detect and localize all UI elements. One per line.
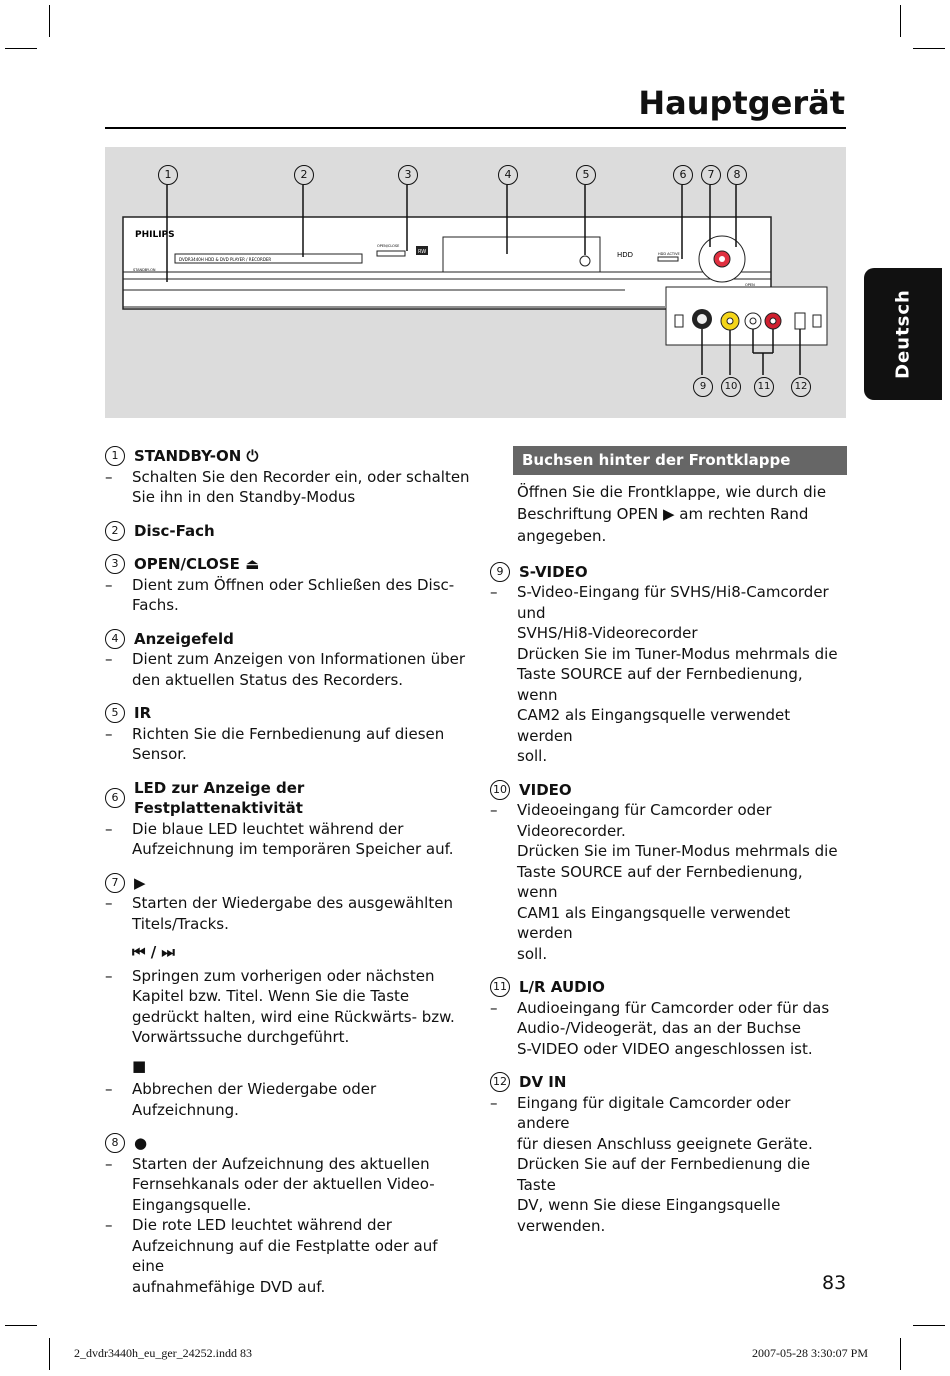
description-text: S-Video-Eingang für SVHS/Hi8-Camcorder und <box>517 583 829 622</box>
connector-heading <box>496 562 847 583</box>
dash-bullet: – <box>490 583 498 601</box>
description-line <box>105 819 472 840</box>
description-text: für diesen Anschluss geeignete Geräte. <box>517 1134 813 1153</box>
feature-symbol-icon: ▶ <box>134 873 146 892</box>
description-line <box>132 487 472 508</box>
description-text: gedrückt halten, wird eine Rückwärts- bzw. <box>132 1007 455 1026</box>
dash-bullet: – <box>105 575 113 594</box>
dash-bullet: – <box>105 819 113 838</box>
record-icon: ● <box>134 1134 148 1152</box>
feature-heading <box>111 554 472 575</box>
callout-number: 12 <box>791 377 811 397</box>
description-text: Audioeingang für Camcorder oder für das <box>517 998 830 1017</box>
description-text: Springen zum vorherigen oder nächsten <box>132 966 435 985</box>
feature-title <box>134 703 151 724</box>
description-text: Dient zum Anzeigen von Informationen über <box>132 650 466 668</box>
description-text: Drücken Sie im Tuner-Modus mehrmals die <box>517 644 838 663</box>
audio-r-jack-inner <box>770 318 776 324</box>
description-line <box>490 1093 847 1134</box>
intro-line: angegeben. <box>517 526 607 545</box>
svideo-jack-inner <box>697 314 707 324</box>
description-line <box>105 649 472 670</box>
dash-bullet: – <box>105 1154 113 1173</box>
feature-title-text: Anzeigefeld <box>134 629 234 648</box>
feature-title <box>134 554 259 575</box>
description-text: soll. <box>517 944 548 963</box>
dash-bullet: – <box>105 966 113 985</box>
description-line <box>517 1134 847 1155</box>
connector-title: DV IN <box>519 1073 567 1091</box>
ir-sensor <box>580 256 590 266</box>
description-line <box>105 467 472 488</box>
dash-bullet: – <box>105 894 113 912</box>
feature-title <box>134 629 234 650</box>
callout-number: 8 <box>727 165 747 185</box>
description-line <box>517 623 847 644</box>
feature-title <box>134 521 215 542</box>
flap-tab <box>675 315 683 327</box>
description-line <box>132 1236 472 1277</box>
section-header: Buchsen hinter der Frontklappe <box>513 446 847 475</box>
intro-paragraph <box>517 481 847 547</box>
description-text: DV, wenn Sie diese Eingangsquelle verwenden. <box>517 1196 781 1235</box>
feature-title-text: Disc-Fach <box>134 521 215 540</box>
feature-item <box>105 554 472 616</box>
description-text: Richten Sie die Fernbedienung auf diesen Sensor. <box>132 724 445 763</box>
connector-item <box>490 780 847 965</box>
description-text: Dient zum Öffnen oder Schließen des Disc- <box>132 575 455 594</box>
description-line <box>517 644 847 665</box>
description-line <box>517 862 847 903</box>
feature-item <box>105 1133 472 1297</box>
description-text: Starten der Wiedergabe des ausgewählten <box>132 894 453 912</box>
description-line <box>105 1215 472 1236</box>
hdd-led <box>658 257 678 261</box>
description-text: Die blaue LED leuchtet während der <box>132 819 404 838</box>
description-line <box>105 724 472 765</box>
crop-mark <box>5 48 37 49</box>
dash-bullet: – <box>105 724 113 743</box>
feature-symbol-icon: ⏻ <box>246 447 259 465</box>
dash-bullet: – <box>490 998 498 1017</box>
description-text: Videoeingang für Camcorder oder <box>517 801 772 819</box>
rw-text: RW <box>418 249 427 255</box>
description-line <box>132 986 472 1007</box>
description-line <box>517 944 847 965</box>
description-line <box>517 1154 847 1195</box>
description-line <box>517 821 847 842</box>
dv-in-port <box>795 313 805 329</box>
description-text: Aufzeichnung im temporären Speicher auf. <box>132 840 454 858</box>
item-number: 4 <box>105 629 125 649</box>
dash-bullet: – <box>490 1093 498 1112</box>
description-text: Vorwärtssuche durchgeführt. <box>132 1028 350 1046</box>
item-number: 7 <box>105 873 125 893</box>
callout-number: 11 <box>754 377 774 397</box>
description-line <box>517 664 847 705</box>
feature-item <box>105 703 472 765</box>
description-line <box>517 903 847 944</box>
dash-bullet: – <box>490 801 498 819</box>
description-text: Sie ihn in den Standby-Modus <box>132 488 356 506</box>
crop-mark <box>913 1325 945 1326</box>
description-line <box>132 670 472 691</box>
description-text: Drücken Sie im Tuner-Modus mehrmals die <box>517 842 838 860</box>
description-text: Eingangsquelle. <box>132 1195 252 1214</box>
feature-item <box>111 521 472 542</box>
description-line <box>490 998 847 1019</box>
item-number: 1 <box>105 446 125 466</box>
feature-item <box>105 629 472 691</box>
feature-symbol-icon: ⏏ <box>245 555 260 573</box>
description-line <box>105 1154 472 1175</box>
description-line <box>517 705 847 746</box>
standby-text: STANDBY-ON <box>133 268 156 272</box>
description-text: soll. <box>517 747 548 765</box>
item-number: 6 <box>105 788 125 808</box>
title-rule <box>105 127 846 129</box>
callout-number: 7 <box>701 165 721 185</box>
description-line <box>105 966 472 987</box>
description-text: Kapitel bzw. Titel. Wenn Sie die Taste <box>132 987 410 1005</box>
description-text: CAM2 als Eingangsquelle verwendet werden <box>517 706 791 745</box>
connector-title: S-VIDEO <box>519 562 588 581</box>
crop-mark <box>5 1325 37 1326</box>
callout-number: 9 <box>693 377 713 397</box>
device-figure <box>105 147 846 418</box>
feature-title-text: STANDBY-ON <box>134 447 242 465</box>
item-number: 3 <box>105 554 125 574</box>
page-number: 83 <box>822 1272 847 1294</box>
feature-title-text: IR <box>134 704 152 722</box>
description-line <box>517 746 847 767</box>
feature-title-text: LED zur Anzeige der Festplattenaktivität <box>134 778 305 817</box>
callout-number: 3 <box>398 165 418 185</box>
description-text: Audio-/Videogerät, das an der Buchse <box>517 1019 801 1037</box>
description-text: Drücken Sie auf der Fernbedienung die Taste <box>517 1155 811 1194</box>
feature-title <box>134 778 472 819</box>
description-line <box>132 1195 472 1216</box>
connector-heading <box>493 977 847 998</box>
item-number: 5 <box>105 703 125 723</box>
open-text: OPEN <box>745 283 755 287</box>
description-text: Titels/Tracks. <box>132 914 229 933</box>
description-text: den aktuellen Status des Recorders. <box>132 670 404 689</box>
description-text: SVHS/Hi8-Videorecorder <box>517 624 698 642</box>
intro-line: Öffnen Sie die Frontklappe, wie durch die <box>517 482 827 501</box>
connector-item <box>490 562 847 767</box>
intro-line: Beschriftung OPEN ▶ am rechten Rand <box>517 504 809 523</box>
feature-heading <box>111 703 472 724</box>
feature-heading <box>111 1133 472 1154</box>
description-text: S-VIDEO oder VIDEO angeschlossen ist. <box>517 1039 813 1058</box>
connector-title: L/R AUDIO <box>519 978 605 996</box>
description-line <box>490 800 847 821</box>
description-text: Fachs. <box>132 596 179 614</box>
crop-mark <box>49 1338 50 1370</box>
crop-mark <box>900 1338 901 1370</box>
callout-number: 1 <box>158 165 178 185</box>
brand-text: PHILIPS <box>135 230 175 240</box>
description-text: CAM1 als Eingangsquelle verwendet werden <box>517 903 791 942</box>
connector-title: VIDEO <box>519 780 572 799</box>
feature-item <box>105 778 472 860</box>
flap-tab <box>813 315 821 327</box>
description-line <box>132 1174 472 1195</box>
callout-number: 2 <box>294 165 314 185</box>
item-number: 2 <box>105 521 125 541</box>
feature-heading <box>111 446 472 467</box>
feature-item <box>105 873 472 1121</box>
feature-title-text: OPEN/CLOSE <box>134 555 240 573</box>
dash-bullet: – <box>105 650 113 668</box>
right-column <box>490 446 847 1249</box>
description-text: Aufzeichnung. <box>132 1100 239 1119</box>
description-text: Eingang für digitale Camcorder oder andere <box>517 1093 791 1132</box>
description-line <box>517 841 847 862</box>
display-panel <box>443 237 600 272</box>
language-tab-label: Deutsch <box>892 289 914 379</box>
description-text: aufnahmefähige DVD auf. <box>132 1277 326 1296</box>
feature-title <box>134 446 258 467</box>
hdd-logo: HDD <box>617 251 634 259</box>
description-line <box>132 914 472 935</box>
connector-heading <box>493 780 847 801</box>
callout-number: 10 <box>721 377 741 397</box>
crop-mark <box>49 5 50 37</box>
crop-mark <box>913 48 945 49</box>
stop-icon: ■ <box>132 1056 147 1075</box>
model-text: DVDR3440H HDD & DVD PLAYER / RECORDER <box>179 257 272 262</box>
item-number: 8 <box>105 1133 125 1153</box>
connector-item <box>490 1072 847 1236</box>
description-text: Aufzeichnung auf die Festplatte oder auf eine <box>132 1236 438 1275</box>
footer-left: 2_dvdr3440h_eu_ger_24252.indd 83 <box>74 1346 252 1360</box>
description-line <box>132 1007 472 1028</box>
crop-mark <box>900 5 901 37</box>
feature-heading <box>111 873 472 894</box>
connector-item <box>490 977 847 1059</box>
skip-icons: ⏮ / ⏭ <box>132 943 175 961</box>
description-text: Videorecorder. <box>517 821 626 840</box>
dash-bullet: – <box>105 1080 113 1098</box>
language-tab <box>864 268 942 400</box>
dash-bullet: – <box>105 1216 113 1234</box>
item-number: 12 <box>490 1072 510 1092</box>
description-text: Abbrechen der Wiedergabe oder <box>132 1080 377 1098</box>
feature-heading <box>111 629 472 650</box>
page-title: Hauptgerät <box>638 84 845 122</box>
description-line <box>132 839 472 860</box>
description-line <box>490 582 847 623</box>
feature-heading <box>111 521 472 542</box>
description-text: Fernsehkanals oder der aktuellen Video- <box>132 1175 435 1193</box>
description-text: Taste SOURCE auf der Fernbedienung, wenn <box>517 665 803 704</box>
description-line <box>517 1195 847 1236</box>
item-number: 9 <box>490 562 510 582</box>
footer-right: 2007-05-28 3:30:07 PM <box>752 1346 869 1360</box>
feature-title <box>134 873 146 894</box>
description-line <box>517 1018 847 1039</box>
description-text: Starten der Aufzeichnung des aktuellen <box>132 1154 430 1173</box>
feature-item <box>105 446 472 508</box>
description-line <box>105 1079 472 1100</box>
description-text: Schalten Sie den Recorder ein, oder schalten <box>132 467 470 486</box>
left-column <box>105 446 472 1310</box>
description-line <box>105 893 472 914</box>
description-line <box>105 575 472 596</box>
callout-number: 5 <box>576 165 596 185</box>
record-dot <box>719 256 725 262</box>
connector-heading <box>493 1072 847 1093</box>
video-jack-inner <box>727 318 733 324</box>
description-line <box>132 595 472 616</box>
open-close-button <box>377 251 405 256</box>
callout-number: 6 <box>673 165 693 185</box>
hdd-active-text: HDD ACTIVE <box>658 252 680 256</box>
open-close-text: OPEN/CLOSE <box>377 244 400 248</box>
description-line <box>517 1039 847 1060</box>
callout-number: 4 <box>498 165 518 185</box>
description-text: Taste SOURCE auf der Fernbedienung, wenn <box>517 862 803 901</box>
description-line <box>132 1100 472 1121</box>
description-line <box>132 1027 472 1048</box>
dash-bullet: – <box>105 467 113 486</box>
feature-heading <box>111 778 472 819</box>
description-line <box>132 1277 472 1298</box>
item-number: 11 <box>490 977 510 997</box>
description-text: Die rote LED leuchtet während der <box>132 1216 392 1234</box>
audio-l-jack-inner <box>750 318 756 324</box>
item-number: 10 <box>490 780 510 800</box>
